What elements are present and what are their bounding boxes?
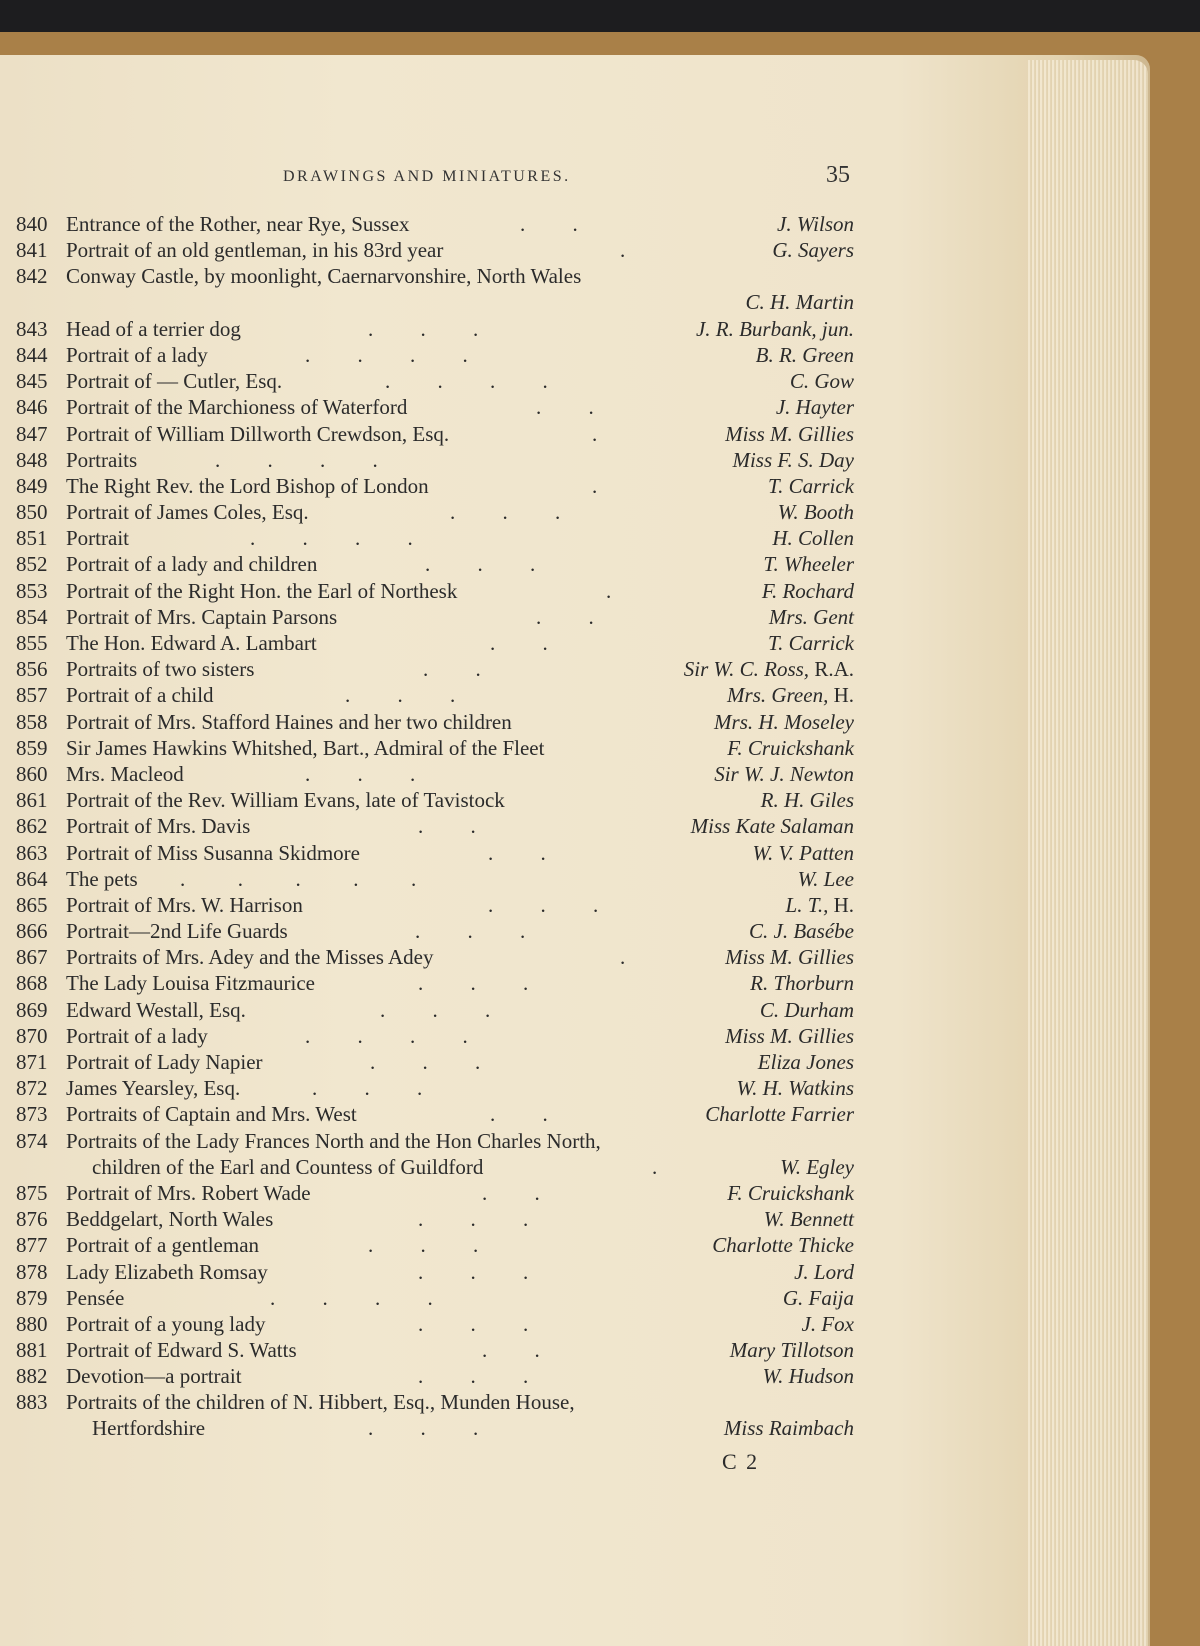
dot-leaders: . . . . (250, 526, 413, 551)
catalogue-entry (0, 526, 1200, 552)
entry-number: 853 (16, 578, 48, 603)
entry-title: Head of a terrier dog (66, 316, 241, 341)
entry-title: Portraits of two sisters (66, 657, 255, 682)
entry-artist: Mrs. H. Moseley (714, 709, 854, 734)
entry-number: 869 (16, 997, 48, 1022)
dot-leaders: . (620, 945, 626, 970)
dot-leaders: . . . (418, 1311, 529, 1336)
entry-title: Portrait of a lady and children (66, 552, 318, 577)
entry-title: The Hon. Edward A. Lambart (66, 631, 317, 656)
entry-artist: Sir W. J. Newton (714, 761, 854, 786)
entry-title: Portraits of Mrs. Adey and the Misses Adey (66, 945, 434, 970)
dot-leaders: . . (482, 1338, 540, 1363)
catalogue-entry (0, 710, 1200, 736)
dot-leaders: . . (536, 604, 594, 629)
entry-number: 865 (16, 892, 48, 917)
dot-leaders: . . . (418, 1259, 529, 1284)
dot-leaders: . . . (425, 552, 536, 577)
dot-leaders: . (592, 421, 598, 446)
entry-number: 867 (16, 945, 48, 970)
entry-title: Portrait of a young lady (66, 1311, 266, 1336)
entry-artist: T. Carrick (768, 473, 854, 498)
entry-title: The pets (66, 866, 138, 891)
catalogue-entry (0, 867, 1200, 893)
dot-leaders: . (592, 473, 598, 498)
entry-number: 850 (16, 500, 48, 525)
dot-leaders: . . . . (385, 369, 548, 394)
entry-artist: R. Thorburn (750, 971, 854, 996)
catalogue-entry (0, 1364, 1200, 1390)
dot-leaders: . . (423, 657, 481, 682)
entry-artist (727, 683, 854, 708)
entry-artist: W. Lee (797, 866, 854, 891)
catalogue-entry (0, 1076, 1200, 1102)
entry-number: 845 (16, 369, 48, 394)
artist-name: Mrs. Green, (727, 683, 829, 708)
artist-suffix: H. (828, 892, 854, 917)
entry-number: 857 (16, 683, 48, 708)
entry-artist: J. Lord (794, 1259, 854, 1284)
entry-artist: T. Carrick (768, 631, 854, 656)
catalogue-entry (0, 998, 1200, 1024)
catalogue-entry (0, 264, 1200, 316)
entry-title: Portraits of Captain and Mrs. West (66, 1102, 357, 1127)
artist-suffix: H. (828, 683, 854, 708)
running-head: DRAWINGS AND MINIATURES. (283, 168, 571, 185)
entry-title-continued: children of the Earl and Countess of Guildford (92, 1154, 484, 1179)
catalogue-entry (0, 1390, 1200, 1442)
artist-suffix: R.A. (809, 657, 854, 682)
catalogue-entry (0, 212, 1200, 238)
entry-title: Portraits of the Lady Frances North and the Hon Charles North, (66, 1128, 601, 1153)
entry-number: 859 (16, 735, 48, 760)
entry-title: Portrait of — Cutler, Esq. (66, 369, 283, 394)
entry-number: 849 (16, 473, 48, 498)
entry-title: Portrait of James Coles, Esq. (66, 500, 309, 525)
entry-artist: J. Hayter (775, 395, 854, 420)
entry-number: 862 (16, 814, 48, 839)
entry-number: 875 (16, 1180, 48, 1205)
entry-title: Lady Elizabeth Romsay (66, 1259, 268, 1284)
artist-name: Sir W. C. Ross, (683, 657, 810, 682)
dot-leaders: . . . (450, 500, 561, 525)
entry-number: 877 (16, 1233, 48, 1258)
entry-number: 866 (16, 919, 48, 944)
entry-artist: F. Rochard (761, 578, 854, 603)
entry-title: Portrait of the Rev. William Evans, late of Tavistock (66, 788, 505, 813)
entry-title: Beddgelart, North Wales (66, 1207, 274, 1232)
entry-title: Portraits (66, 447, 138, 472)
dot-leaders: . (606, 578, 612, 603)
entry-title: Portrait of a gentleman (66, 1233, 260, 1258)
dot-leaders: . . . (370, 1050, 481, 1075)
entry-number: 861 (16, 788, 48, 813)
entry-title: Portrait of Mrs. Robert Wade (66, 1180, 311, 1205)
signature-mark: C 2 (722, 1449, 760, 1474)
dot-leaders: . . . . (305, 1023, 468, 1048)
entry-number: 843 (16, 316, 48, 341)
entry-number: 870 (16, 1023, 48, 1048)
entry-number: 848 (16, 447, 48, 472)
catalogue-entry (0, 788, 1200, 814)
entry-number: 872 (16, 1076, 48, 1101)
entry-artist: W. Booth (777, 500, 854, 525)
artist-name: L. T., (785, 892, 829, 917)
entry-artist: Miss M. Gillies (725, 945, 854, 970)
catalogue-entry (0, 1024, 1200, 1050)
entry-artist: J. Fox (801, 1311, 854, 1336)
entry-number: 873 (16, 1102, 48, 1127)
catalogue-entry (0, 814, 1200, 840)
entry-title: Pensée (66, 1285, 125, 1310)
entry-artist: R. H. Giles (760, 788, 854, 813)
entry-number: 879 (16, 1285, 48, 1310)
entry-number: 844 (16, 342, 48, 367)
entry-number: 871 (16, 1050, 48, 1075)
dot-leaders: . . . (305, 761, 416, 786)
entry-artist: W. Bennett (763, 1207, 854, 1232)
dot-leaders: . (652, 1154, 658, 1179)
entry-title: The Lady Louisa Fitzmaurice (66, 971, 315, 996)
entry-title: Portrait of Mrs. Captain Parsons (66, 604, 338, 629)
entry-number: 882 (16, 1364, 48, 1389)
entry-title: The Right Rev. the Lord Bishop of London (66, 473, 429, 498)
dot-leaders: . . . (418, 1207, 529, 1232)
catalogue-entry (0, 343, 1200, 369)
dot-leaders: . . . (312, 1076, 423, 1101)
entry-artist: F. Cruickshank (727, 735, 854, 760)
entry-number: 841 (16, 238, 48, 263)
entry-artist: C. H. Martin (745, 290, 854, 315)
entry-title: Portrait of Lady Napier (66, 1050, 263, 1075)
entry-title: James Yearsley, Esq. (66, 1076, 241, 1101)
dot-leaders: . . . . (270, 1285, 433, 1310)
catalogue-entry (0, 841, 1200, 867)
catalogue-entry (0, 919, 1200, 945)
entry-artist: Miss Raimbach (723, 1416, 854, 1441)
entry-title: Portrait of the Marchioness of Waterford (66, 395, 408, 420)
entry-title: Portrait of Edward S. Watts (66, 1338, 297, 1363)
dot-leaders: . . . (415, 919, 526, 944)
catalogue-entry (0, 1260, 1200, 1286)
entry-title: Portrait—2nd Life Guards (66, 919, 288, 944)
entry-title: Conway Castle, by moonlight, Caernarvonshire, North Wales (66, 264, 582, 289)
entry-number: 856 (16, 657, 48, 682)
dot-leaders: . . . . (215, 447, 378, 472)
dot-leaders: . . . (488, 892, 599, 917)
entry-artist: Miss M. Gillies (725, 1023, 854, 1048)
entry-number: 860 (16, 761, 48, 786)
entry-title: Devotion—a portrait (66, 1364, 242, 1389)
entry-number: 874 (16, 1128, 48, 1153)
entry-artist: C. Durham (759, 997, 854, 1022)
entry-number: 868 (16, 971, 48, 996)
entry-artist: J. Wilson (777, 212, 854, 236)
catalogue-entry (0, 474, 1200, 500)
entry-number: 858 (16, 709, 48, 734)
catalogue-entry (0, 395, 1200, 421)
catalogue-entry (0, 971, 1200, 997)
entry-title: Portrait (66, 526, 129, 551)
entry-number: 854 (16, 604, 48, 629)
entry-number: 847 (16, 421, 48, 446)
catalogue-entry (0, 1233, 1200, 1259)
entry-title: Portrait of a lady (66, 1023, 208, 1048)
entry-number: 842 (16, 264, 48, 289)
entry-artist: W. Egley (780, 1154, 854, 1179)
catalogue-entry (0, 579, 1200, 605)
entry-title: Mrs. Macleod (66, 761, 184, 786)
catalogue-entry (0, 1050, 1200, 1076)
entry-artist: C. J. Basébe (749, 919, 854, 944)
entry-artist: Mary Tillotson (729, 1338, 854, 1363)
dot-leaders: . . (482, 1180, 540, 1205)
entry-number: 864 (16, 866, 48, 891)
dot-leaders: . . . (368, 1416, 479, 1441)
catalogue-entry (0, 552, 1200, 578)
entry-artist: C. Gow (789, 369, 854, 394)
dot-leaders: . . (536, 395, 594, 420)
catalogue-entry (0, 736, 1200, 762)
entry-artist: W. V. Patten (752, 840, 854, 865)
entry-title: Portrait of a child (66, 683, 214, 708)
entry-artist: T. Wheeler (763, 552, 854, 577)
entry-artist: G. Faija (782, 1285, 854, 1310)
entry-title: Portrait of Mrs. Stafford Haines and her two children (66, 709, 512, 734)
dot-leaders: . . (490, 1102, 548, 1127)
entry-title: Portrait of William Dillworth Crewdson, Esq. (66, 421, 450, 446)
dot-leaders: . . (488, 840, 546, 865)
entry-artist: Miss Kate Salaman (690, 814, 854, 839)
entry-title: Sir James Hawkins Whitshed, Bart., Admiral of the Fleet (66, 735, 545, 760)
entry-artist (786, 893, 854, 918)
dot-leaders: . . (418, 814, 476, 839)
entry-artist: Charlotte Farrier (705, 1102, 854, 1127)
catalogue-entry (0, 317, 1200, 343)
entry-title: Portrait of an old gentleman, in his 83rd year (66, 238, 444, 263)
entry-number: 851 (16, 526, 48, 551)
entry-artist: Mrs. Gent (768, 604, 854, 629)
catalogue-entry (0, 422, 1200, 448)
catalogue-entry (0, 683, 1200, 709)
entry-artist: H. Collen (772, 526, 854, 551)
entry-number: 876 (16, 1207, 48, 1232)
catalogue-entry (0, 1207, 1200, 1233)
catalogue-entry (0, 893, 1200, 919)
entry-artist: Charlotte Thicke (712, 1233, 854, 1258)
entry-title: Portrait of Mrs. Davis (66, 814, 251, 839)
catalogue-entry (0, 762, 1200, 788)
entry-artist: W. H. Watkins (736, 1076, 854, 1101)
entry-artist: B. R. Green (755, 342, 854, 367)
dot-leaders: . (620, 238, 626, 263)
entry-artist: W. Hudson (762, 1364, 854, 1389)
entry-artist (684, 657, 854, 682)
dot-leaders: . . . (368, 1233, 479, 1258)
dot-leaders: . . (520, 212, 578, 236)
dot-leaders: . . . (380, 997, 491, 1022)
catalogue-entry (0, 369, 1200, 395)
catalogue-entry (0, 1312, 1200, 1338)
entry-artist: F. Cruickshank (727, 1180, 854, 1205)
catalogue-entry (0, 631, 1200, 657)
entry-artist: J. R. Burbank, jun. (695, 316, 854, 341)
entry-number: 883 (16, 1390, 48, 1415)
catalogue-entry (0, 657, 1200, 683)
catalogue-entry (0, 945, 1200, 971)
catalogue-entry (0, 500, 1200, 526)
dot-leaders: . . . . . (180, 866, 417, 891)
entry-number: 863 (16, 840, 48, 865)
entry-number: 878 (16, 1259, 48, 1284)
catalogue-entry (0, 1338, 1200, 1364)
catalogue-entry (0, 238, 1200, 264)
catalogue-entry (0, 1181, 1200, 1207)
catalogue-entry (0, 1102, 1200, 1128)
entry-number: 881 (16, 1338, 48, 1363)
entry-title: Edward Westall, Esq. (66, 997, 246, 1022)
entry-artist: G. Sayers (772, 238, 854, 263)
entry-number: 846 (16, 395, 48, 420)
dot-leaders: . . . (418, 1364, 529, 1389)
entry-number: 880 (16, 1311, 48, 1336)
entry-number: 840 (16, 212, 48, 236)
entry-title-continued: Hertfordshire (92, 1416, 206, 1441)
entry-title: Portrait of Mrs. W. Harrison (66, 892, 303, 917)
dot-leaders: . . . (418, 971, 529, 996)
entry-title: Portrait of the Right Hon. the Earl of Northesk (66, 578, 458, 603)
entry-title: Entrance of the Rother, near Rye, Sussex (66, 212, 410, 236)
catalogue-entry (0, 1129, 1200, 1181)
dot-leaders: . . (490, 631, 548, 656)
entry-number: 852 (16, 552, 48, 577)
catalogue-entry (0, 605, 1200, 631)
entry-title: Portraits of the children of N. Hibbert, Esq., Munden House, (66, 1390, 575, 1415)
entry-title: Portrait of a lady (66, 342, 208, 367)
catalogue-entries (0, 212, 1200, 1443)
catalogue-entry (0, 448, 1200, 474)
page-number: 35 (826, 162, 850, 188)
dot-leaders: . . . . (305, 342, 468, 367)
entry-number: 855 (16, 631, 48, 656)
entry-title: Portrait of Miss Susanna Skidmore (66, 840, 360, 865)
dot-leaders: . . . (368, 316, 479, 341)
catalogue-entry (0, 1286, 1200, 1312)
entry-artist: Eliza Jones (757, 1050, 854, 1075)
dot-leaders: . . . (345, 683, 456, 708)
page-header (0, 162, 1200, 198)
entry-artist: Miss M. Gillies (725, 421, 854, 446)
entry-artist: Miss F. S. Day (732, 447, 854, 472)
